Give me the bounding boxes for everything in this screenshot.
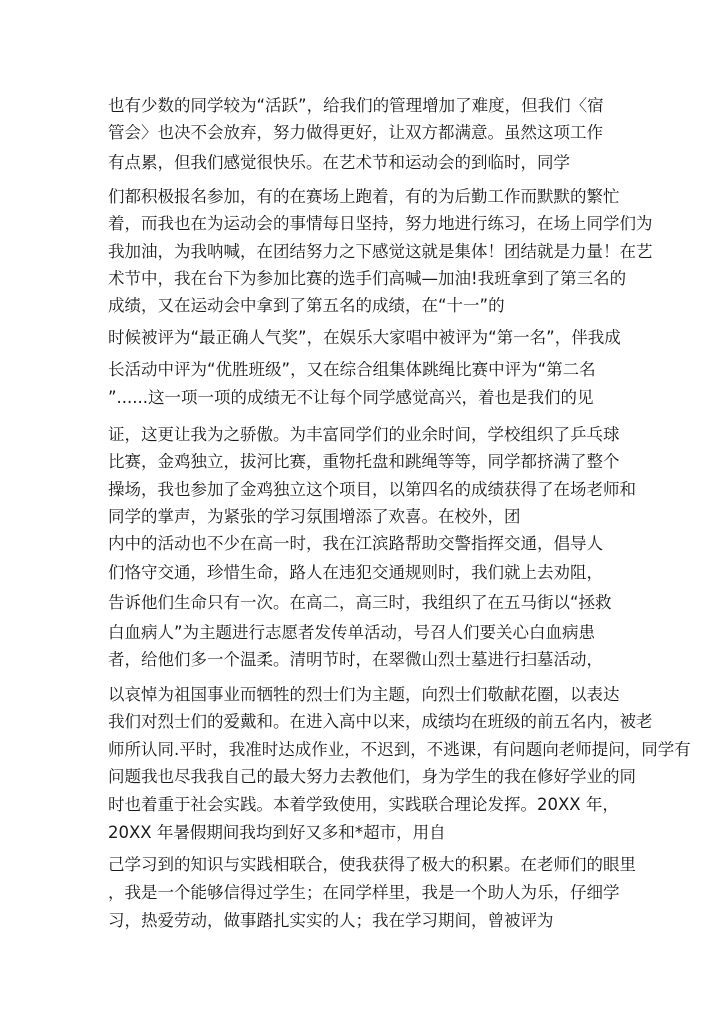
- text-line: 术节中，我在台下为参加比赛的选手们高喊—加油!我班拿到了第三名的: [108, 269, 627, 288]
- text-line: 有点累，但我们感觉很快乐。在艺术节和运动会的到临时，同学: [108, 153, 570, 172]
- text-line: 师所认同.平时，我准时达成作业，不迟到，不逃课，有问题向老师提问，同学有: [108, 740, 691, 759]
- text-line: 比赛，金鸡独立，拔河比赛，重物托盘和跳绳等等，同学都挤满了整个: [108, 452, 620, 471]
- text-line: ，我是一个能够信得过学生；在同学样里，我是一个助人为乐，仔细学: [108, 883, 620, 902]
- text-line: 我加油，为我呐喊，在团结努力之下感觉这就是集体！团结就是力量！在艺: [108, 242, 653, 261]
- text-line: 白血病人”为主题进行志愿者发传单活动，号召人们要关心白血病患: [108, 623, 596, 642]
- text-line: 着，而我也在为运动会的事情每日坚持，努力地进行练习，在场上同学们为: [108, 214, 653, 233]
- text-line: 以哀悼为祖国事业而牺牲的烈士们为主题，向烈士们敬献花圈，以表达: [108, 685, 620, 704]
- text-line: 长活动中评为“优胜班级”，又在综合组集体跳绳比赛中评为“第二名: [108, 360, 596, 379]
- text-line: 告诉他们生命只有一次。在高二，高三时，我组织了在五马街以“拯救: [108, 593, 612, 612]
- text-line: 时也着重于社会实践。本着学致使用，实践联合理论发挥。20XX 年，: [108, 795, 619, 814]
- text-line: 习，热爱劳动，做事踏扎实实的人；我在学习期间，曾被评为: [108, 911, 554, 930]
- text-line: 也有少数的同学较为“活跃”，给我们的管理增加了难度，但我们〈宿: [108, 96, 604, 115]
- text-line: 管会〉也决不会放弃，努力做得更好，让双方都满意。虽然这项工作: [108, 123, 603, 142]
- text-line: 20XX 年暑假期间我均到好又多和*超市，用自: [108, 823, 446, 842]
- text-line: 问题我也尽我我自己的最大努力去教他们，身为学生的我在修好学业的同: [108, 767, 636, 786]
- text-line: 同学的掌声，为紧张的学习氛围增添了欢喜。在校外，团: [108, 507, 521, 526]
- text-line: 己学习到的知识与实践相联合，使我获得了极大的积累。在老师们的眼里: [108, 855, 636, 874]
- text-line: 成绩，又在运动会中拿到了第五名的成绩，在“十一”的: [108, 296, 505, 315]
- text-line: 证，这更让我为之骄傲。为丰富同学们的业余时间，学校组织了乒乓球: [108, 425, 620, 444]
- text-line: 操场，我也参加了金鸡独立这个项目，以第四名的成绩获得了在场老师和: [108, 480, 636, 499]
- text-line: 我们对烈士们的爱戴和。在进入高中以来，成绩均在班级的前五名内，被老: [108, 712, 653, 731]
- text-line: 内中的活动也不少在高一时，我在江滨路帮助交警指挥交通，倡导人: [108, 534, 603, 553]
- text-line: ”......这一项一项的成绩无不让每个同学感觉高兴，着也是我们的见: [108, 388, 594, 407]
- text-line: 们恪守交通，珍惜生命，路人在违犯交通规则时，我们就上去劝阻，: [108, 563, 603, 582]
- text-line: 者，给他们多一个温柔。清明节时，在翠微山烈士墓进行扫墓活动，: [108, 650, 603, 669]
- text-line: 们都积极报名参加，有的在赛场上跑着，有的为后勤工作而默默的繁忙: [108, 187, 620, 206]
- text-line: 时候被评为“最正确人气奖”，在娱乐大家唱中被评为“第一名”，伴我成: [108, 328, 621, 347]
